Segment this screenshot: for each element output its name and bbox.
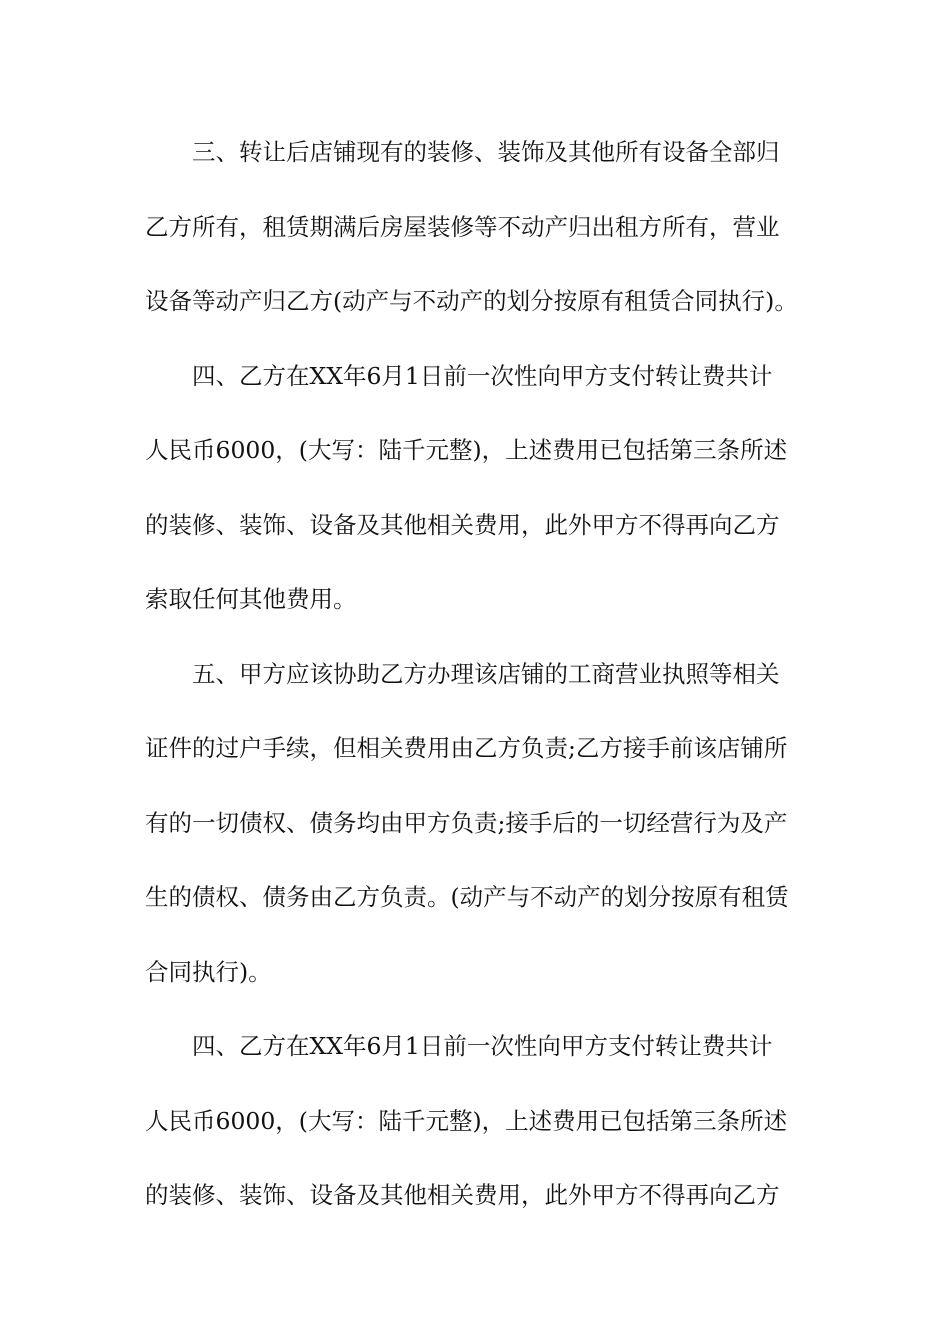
text-line: 乙方所有，租赁期满后房屋装修等不动产归出租方所有，营业 xyxy=(145,212,780,241)
text-line: 四、乙方在XX年6月1日前一次性向甲方支付转让费共计 xyxy=(145,361,773,390)
text-line: 三、转让后店铺现有的装修、装饰及其他所有设备全部归 xyxy=(145,138,780,166)
text-line: 合同执行)。 xyxy=(145,957,272,986)
document-body xyxy=(145,128,810,1246)
text-line: 的装修、装饰、设备及其他相关费用，此外甲方不得再向乙方 xyxy=(145,510,780,539)
text-line: 四、乙方在XX年6月1日前一次性向甲方支付转让费共计 xyxy=(145,1032,773,1060)
text-line: 索取任何其他费用。 xyxy=(145,585,357,613)
text-line: 有的一切债权、债务均由甲方负责;接手后的一切经营行为及产 xyxy=(145,808,788,837)
text-line: 设备等动产归乙方(动产与不动产的划分按原有租赁合同执行)。 xyxy=(145,287,798,315)
text-line: 五、甲方应该协助乙方办理该店铺的工商营业执照等相关 xyxy=(145,659,780,688)
text-line: 人民币6000，(大写：陆千元整)，上述费用已包括第三条所述 xyxy=(145,1106,788,1135)
text-line: 生的债权、债务由乙方负责。(动产与不动产的划分按原有租赁 xyxy=(145,883,789,911)
text-line: 证件的过户手续，但相关费用由乙方负责;乙方接手前该店铺所 xyxy=(145,734,788,762)
text-line: 的装修、装饰、设备及其他相关费用，此外甲方不得再向乙方 xyxy=(145,1181,780,1209)
text-line: 人民币6000，(大写：陆千元整)，上述费用已包括第三条所述 xyxy=(145,436,788,464)
